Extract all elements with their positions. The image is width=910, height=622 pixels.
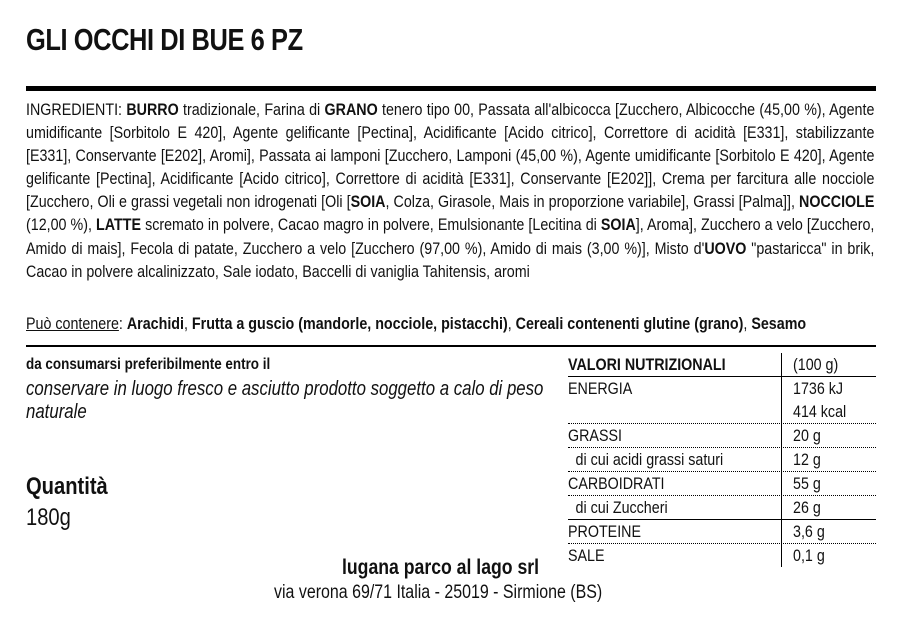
nutrition-header-label: VALORI NUTRIZIONALI (568, 355, 726, 374)
storage-instructions: conservare in luogo fresco e asciutto prodotto soggetto a calo di peso naturale (26, 378, 544, 423)
product-title: GLI OCCHI DI BUE 6 PZ (26, 22, 303, 57)
allergen-item: Cereali contenenti glutine (grano) (515, 314, 744, 333)
nutrient-label: CARBOIDRATI (568, 474, 665, 493)
nutrition-row-sale (568, 544, 876, 567)
nutrient-value: 12 g (793, 450, 821, 469)
nutrition-row-saturi (568, 448, 876, 472)
nutrient-value: 3,6 g (793, 522, 825, 541)
nutrient-value: 26 g (793, 498, 821, 517)
quantity-value: 180g (26, 504, 71, 531)
ingredient-allergen: UOVO (704, 238, 747, 258)
nutrition-row-proteine (568, 520, 876, 544)
nutrient-label: ENERGIA (568, 379, 633, 398)
title-divider (26, 86, 876, 91)
best-before-label: da consumarsi preferibilmente entro il (26, 356, 271, 373)
nutrition-row-carboidrati (568, 472, 876, 496)
nutrient-label: PROTEINE (568, 522, 642, 541)
allergen-separator: : (118, 314, 127, 333)
allergen-notice (26, 314, 806, 334)
producer-name: lugana parco al lago srl (342, 556, 540, 579)
ingredient-text: (12,00 %), (26, 215, 97, 235)
producer-address: via verona 69/71 Italia - 25019 - Sirmione (BS) (274, 582, 603, 603)
ingredient-allergen: SOIA (350, 192, 386, 212)
ingredients-text (26, 98, 874, 283)
allergen-item-separator: , (507, 314, 516, 333)
nutrient-value: 414 kcal (793, 402, 847, 421)
nutrition-header-row (568, 353, 876, 377)
allergen-item-separator: , (183, 314, 192, 333)
ingredient-allergen: LATTE (96, 215, 142, 235)
nutrient-label: di cui acidi grassi saturi (575, 450, 724, 469)
nutrient-label: GRASSI (568, 426, 622, 445)
ingredient-text: tradizionale, Farina di (178, 100, 325, 119)
ingredient-text: , Colza, Girasole, Mais in proporzione variabile], Grassi [Palma]], (385, 192, 800, 212)
nutrient-value: 1736 kJ (793, 379, 844, 398)
nutrient-value: 55 g (793, 474, 821, 493)
allergen-item: Arachidi (126, 314, 184, 333)
nutrient-value: 20 g (793, 426, 821, 445)
ingredient-text: scremato in polvere, Cacao magro in polvere, Emulsionante [Lecitina di (141, 215, 601, 235)
ingredient-text: ], Aroma], Zucchero a velo [Zucchero, Amido di mais], Fecola di patate, Zucchero a velo [Zucchero (97,00 %), Amido di mais (3,00 %)], Misto d' (26, 215, 875, 258)
ingredient-allergen: NOCCIOLE (799, 192, 875, 212)
nutrient-label: di cui Zuccheri (575, 498, 668, 517)
allergen-list (127, 314, 806, 333)
ingredients-label: INGREDIENTI: (26, 100, 123, 119)
ingredient-allergen: BURRO (126, 100, 179, 119)
nutrition-rows (568, 377, 876, 567)
nutrition-table (568, 353, 876, 567)
nutrient-label: SALE (568, 546, 605, 565)
quantity-label: Quantità (26, 473, 108, 500)
nutrient-value: 0,1 g (793, 546, 825, 565)
nutrition-row-energia (568, 377, 876, 424)
nutrition-header-unit: (100 g) (793, 355, 839, 374)
ingredient-text: tenero tipo 00, Passata all'albicocca [Zucchero, Albicocche (45,00 %), Agente umidificante [Sorbitolo E 420], Agente gelificante [Pectina], Acidificante [Acido citrico], Correttore di acidità [E331], stabilizzante [E331], Conservante [E202], Aromi], Passata ai lamponi [Zucchero, Lamponi (45,00 %), Agente umidificante [Sorbitolo E 420], Agente gelificante [Pectina], Acidificante [Acido citrico], Correttore di acidità [E331], Conservante [E202]], Crema per farcitura alle nocciole [Zucchero, Oli e grassi vegetali non idrogenati [Oli [ (26, 100, 875, 212)
nutrition-row-zuccheri (568, 496, 876, 520)
allergen-label: Può contenere (26, 314, 119, 333)
ingredient-text: "pastaricca" in brik, Cacao in polvere alcalinizzato, Sale iodato, Baccelli di vaniglia Tahitensis, aromi (26, 238, 875, 281)
ingredient-allergen: SOIA (600, 215, 636, 235)
allergen-item: Frutta a guscio (mandorle, nocciole, pistacchi) (191, 314, 508, 333)
nutrition-row-grassi (568, 424, 876, 448)
ingredients-list (26, 100, 874, 281)
allergen-item-separator: , (743, 314, 752, 333)
ingredient-allergen: GRANO (324, 100, 378, 119)
section-divider (26, 345, 876, 347)
allergen-item: Sesamo (751, 314, 807, 333)
